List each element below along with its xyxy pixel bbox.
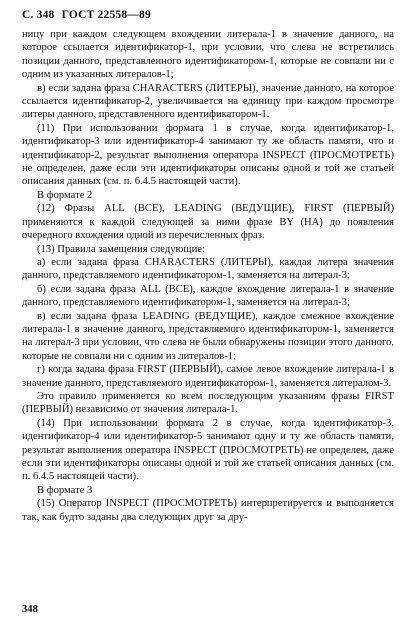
paragraph: ницу при каждом следующем вхождении литерала-1 в значение данного, на которое ссылается идентификатор-1, при условии, что слева не встретились позиции данного, представленного идентификатором-1, которые не совпали ни с одним из указанных литералов-1; [22,29,394,81]
document-body [22,28,394,524]
page-number: 348 [22,604,38,615]
paragraph: В формате 2 [37,189,93,201]
paragraph: г) когда задана фраза FIRST (ПЕРВЫЙ), самое левое вхождение литерала-1 в значение данного, представляемого идентификатором-1, заменяется литералом-3. [22,364,394,389]
paragraph: б) если задана фраза ALL (ВСЕ), каждое вхождение литерала-1 в значение данного, представляемого идентификатором-1, заменяется на литерал-3; [22,283,394,309]
paragraph: (13) Правила замещения следующие: [37,243,205,255]
paragraph: (15) Оператор INSPECT (ПРОСМОТРЕТЬ) интерпретируется и выполняется так, как будто заданы два следующих друг за дру- [22,498,394,523]
page-header [22,8,394,22]
standard-designation: ГОСТ 22558—89 [61,9,151,21]
paragraph: В формате 3 [37,484,93,496]
paragraph: (14) При использовании формата 2 в случае, когда идентификатор-3, идентификатор-4 или идентификатор-5 занимают одну и ту же область памяти, результат выполнения оператора INSPECT (ПРОСМОТРЕТЬ) не определен, даже если эти идентификаторы описаны одной и той же статьей описания данных (см. п. 6.4.5 настоящей части). [22,417,394,483]
paragraph: в) если задана фраза CHARACTERS (ЛИТЕРЫ), значение данного, на которое ссылается идентификатор-2, увеличивается на единицу при каждом просмотре литеры данного, представленного идентификатором-1. [22,82,394,121]
paragraph: Это правило применяется ко всем последующим указаниям фразы FIRST (ПЕРВЫЙ) независимо от значения литерала-1. [22,390,394,416]
paragraph: (11) При использовании формата 1 в случае, когда идентификатор-1, идентификатор-3 или идентификатор-4 занимают ту же область памяти, что и идентификатор-2, результат выполнения оператора INSPECT (ПРОСМОТРЕТЬ) не определен, даже если эти идентификаторы описаны одной и той же статьей описания данных (см. п. 6.4.5 настоящей части). [22,122,394,188]
paragraph: (12) Фразы ALL (ВСЕ), LEADING (ВЕДУЩИЕ), FIRST (ПЕРВЫЙ) применяются к каждой следующей за ними фразе BY (НА) до появления очередного вхождения одной из перечисленных фраз. [22,203,394,242]
page-prefix: С. 348 [22,9,55,21]
paragraph: в) если задана фраза LEADING (ВЕДУЩИЕ), каждое смежное вхождение литерала-1 в значение данного, представляемого идентификатором-1, заменяется на литерал-3 при условии, что слева не были обнаружены позиции этого данного, которые не совпали ни с одним из литералов-1; [22,310,394,362]
paragraph: а) если задана фраза CHARACTERS (ЛИТЕРЫ), каждая литера значения данного, представляемого идентификатором-1, заменяется на литерал-3; [22,256,394,282]
